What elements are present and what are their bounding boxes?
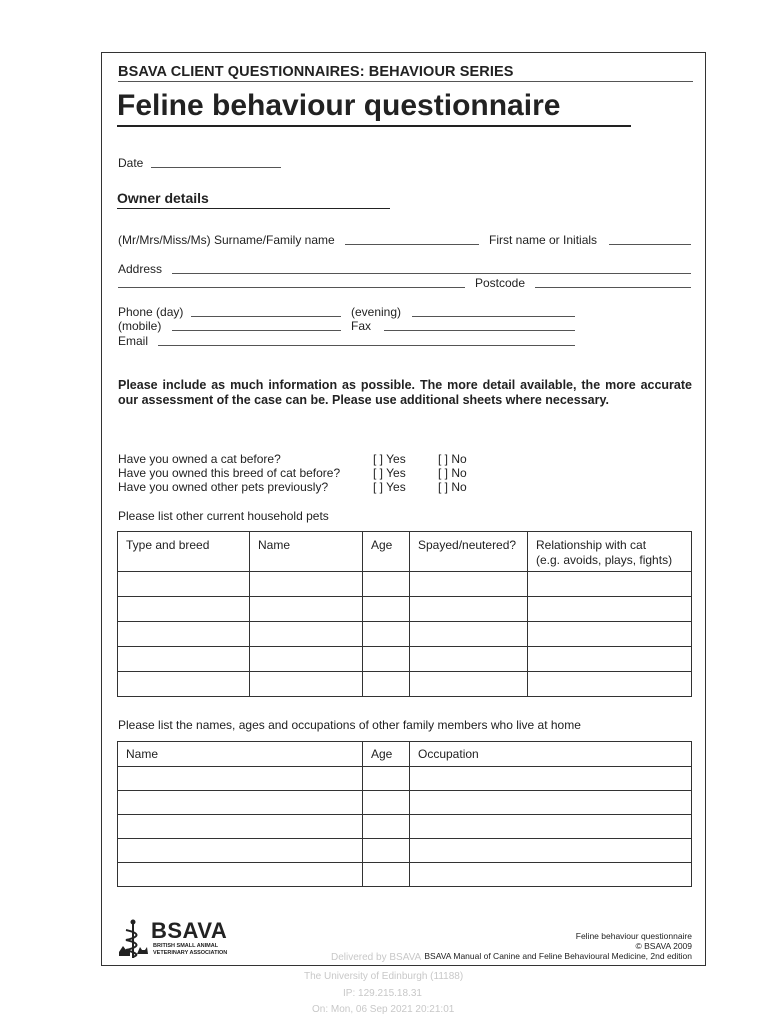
table-row: [118, 839, 692, 863]
table-cell[interactable]: [118, 622, 250, 647]
table-cell[interactable]: [528, 622, 692, 647]
pets-header-name: Name: [250, 532, 363, 572]
table-cell[interactable]: [410, 647, 528, 672]
fax-label: Fax: [351, 319, 372, 333]
table-row: [118, 597, 692, 622]
table-row: [118, 647, 692, 672]
family-table-caption: Please list the names, ages and occupations of other family members who live at home: [118, 718, 581, 732]
logo-line2: VETERINARY ASSOCIATION: [153, 950, 228, 956]
address-field-line2[interactable]: [118, 287, 465, 288]
table-cell[interactable]: [250, 672, 363, 697]
watermark-line3: IP: 129.215.18.31: [343, 988, 422, 999]
table-cell[interactable]: [410, 791, 692, 815]
logo-wordmark: BSAVA: [151, 918, 228, 943]
table-cell[interactable]: [528, 672, 692, 697]
owner-details-heading: Owner details: [117, 190, 209, 206]
intro-paragraph: Please include as much information as possible. The more detail available, the more accurate our assessment of the case can be. Please use additional sheets where necessary.: [118, 378, 692, 407]
table-cell[interactable]: [410, 815, 692, 839]
phone-day-field[interactable]: [191, 316, 341, 317]
firstname-label: First name or Initials: [489, 233, 598, 247]
fax-field[interactable]: [384, 330, 575, 331]
question-owned-breed: Have you owned this breed of cat before?: [118, 466, 341, 480]
table-cell[interactable]: [528, 572, 692, 597]
table-cell[interactable]: [118, 672, 250, 697]
family-header-occupation: Occupation: [410, 742, 692, 767]
question-owned-breed-no[interactable]: [ ] No: [438, 466, 467, 480]
footer-manual: BSAVA Manual of Canine and Feline Behavioural Medicine, 2nd edition: [424, 951, 692, 961]
table-row: [118, 672, 692, 697]
series-rule: [118, 81, 693, 82]
table-row: [118, 622, 692, 647]
table-cell[interactable]: [410, 622, 528, 647]
pets-header-relationship-note: (e.g. avoids, plays, fights): [536, 553, 673, 567]
table-cell[interactable]: [250, 622, 363, 647]
question-owned-cat: Have you owned a cat before?: [118, 452, 281, 466]
address-label: Address: [118, 262, 163, 276]
table-row: [118, 791, 692, 815]
pets-table-caption: Please list other current household pets: [118, 509, 329, 523]
table-cell[interactable]: [410, 572, 528, 597]
table-cell[interactable]: [118, 839, 363, 863]
postcode-label: Postcode: [475, 276, 526, 290]
family-table-header-row: [118, 742, 692, 767]
table-cell[interactable]: [363, 572, 410, 597]
date-field[interactable]: [151, 167, 281, 168]
watermark-line2: The University of Edinburgh (11188): [304, 971, 464, 982]
surname-label: (Mr/Mrs/Miss/Ms) Surname/Family name: [118, 233, 335, 247]
table-cell[interactable]: [363, 863, 410, 887]
pets-table-header-row: [118, 532, 692, 572]
table-cell[interactable]: [250, 597, 363, 622]
table-row: [118, 572, 692, 597]
table-cell[interactable]: [528, 647, 692, 672]
family-header-name: Name: [118, 742, 363, 767]
question-other-pets: Have you owned other pets previously?: [118, 480, 329, 494]
title-rule: [117, 125, 631, 127]
table-cell[interactable]: [410, 863, 692, 887]
email-field[interactable]: [158, 345, 575, 346]
table-cell[interactable]: [118, 791, 363, 815]
owner-details-rule: [117, 208, 390, 209]
table-cell[interactable]: [118, 597, 250, 622]
question-other-pets-no[interactable]: [ ] No: [438, 480, 467, 494]
email-label: Email: [118, 334, 149, 348]
table-cell[interactable]: [250, 647, 363, 672]
table-cell[interactable]: [118, 815, 363, 839]
table-cell[interactable]: [118, 647, 250, 672]
table-row: [118, 815, 692, 839]
watermark-line1: Delivered by BSAVA: [331, 952, 422, 963]
address-field-line1[interactable]: [172, 273, 691, 274]
table-cell[interactable]: [118, 863, 363, 887]
table-cell[interactable]: [410, 767, 692, 791]
postcode-field[interactable]: [535, 287, 691, 288]
table-cell[interactable]: [118, 767, 363, 791]
footer-copyright: © BSAVA 2009: [635, 941, 692, 951]
mobile-field[interactable]: [172, 330, 341, 331]
table-cell[interactable]: [250, 572, 363, 597]
footer-title: Feline behaviour questionnaire: [575, 931, 692, 941]
question-owned-cat-no[interactable]: [ ] No: [438, 452, 467, 466]
table-cell[interactable]: [410, 597, 528, 622]
page-title: Feline behaviour questionnaire: [117, 89, 561, 122]
phone-day-label: Phone (day): [118, 305, 184, 319]
table-row: [118, 863, 692, 887]
series-heading: BSAVA CLIENT QUESTIONNAIRES: BEHAVIOUR SERIES: [118, 64, 514, 80]
table-cell[interactable]: [118, 572, 250, 597]
pets-header-relationship: [528, 532, 692, 572]
logo-line1: BRITISH SMALL ANIMAL: [153, 943, 219, 949]
date-label: Date: [118, 156, 144, 170]
caduceus-dog-cat-icon: [117, 918, 149, 960]
pets-header-type: Type and breed: [118, 532, 250, 572]
pets-header-age: Age: [363, 532, 410, 572]
pets-table: [117, 531, 692, 697]
table-cell[interactable]: [363, 597, 410, 622]
family-header-age: Age: [363, 742, 410, 767]
mobile-label: (mobile): [118, 319, 162, 333]
firstname-field[interactable]: [609, 244, 691, 245]
table-cell[interactable]: [363, 767, 410, 791]
table-row: [118, 767, 692, 791]
phone-evening-label: (evening): [351, 305, 402, 319]
table-cell[interactable]: [363, 815, 410, 839]
table-cell[interactable]: [410, 672, 528, 697]
question-other-pets-yes[interactable]: [ ] Yes: [373, 480, 406, 494]
table-cell[interactable]: [528, 597, 692, 622]
question-owned-cat-yes[interactable]: [ ] Yes: [373, 452, 406, 466]
pets-header-relationship-title: Relationship with cat: [536, 538, 647, 552]
table-cell[interactable]: [363, 647, 410, 672]
watermark-line4: On: Mon, 06 Sep 2021 20:21:01: [312, 1004, 455, 1015]
table-cell[interactable]: [363, 791, 410, 815]
table-cell[interactable]: [363, 672, 410, 697]
pets-header-spayed: Spayed/neutered?: [410, 532, 528, 572]
table-cell[interactable]: [363, 839, 410, 863]
family-table: [117, 741, 692, 887]
question-owned-breed-yes[interactable]: [ ] Yes: [373, 466, 406, 480]
surname-field[interactable]: [345, 244, 479, 245]
phone-evening-field[interactable]: [412, 316, 575, 317]
table-cell[interactable]: [410, 839, 692, 863]
table-cell[interactable]: [363, 622, 410, 647]
